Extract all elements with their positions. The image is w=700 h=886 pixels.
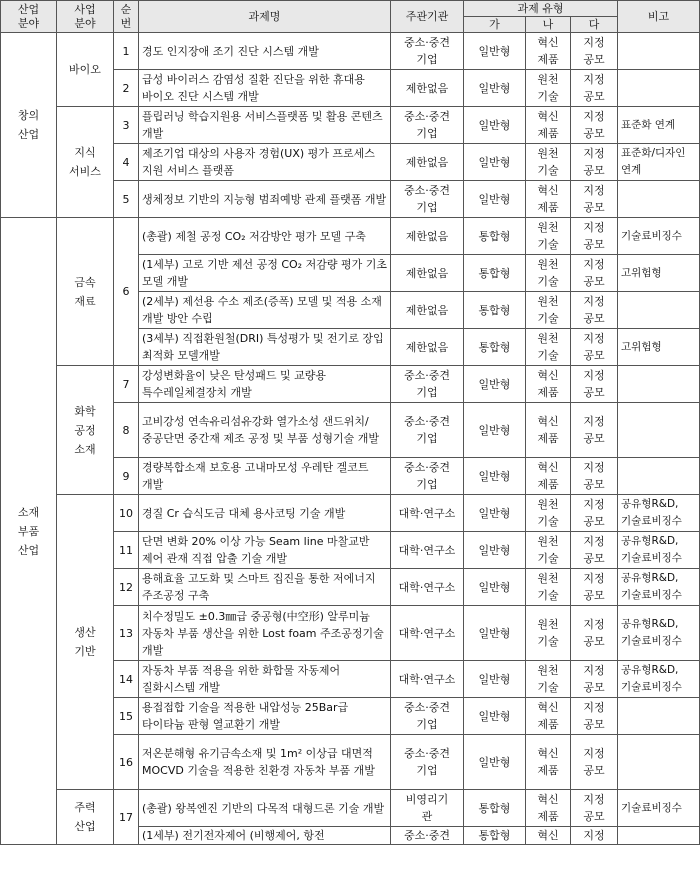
header-remark: 비고 [618,1,700,33]
type-na-cell: 혁신 제품 [526,33,571,70]
table-row [1,218,700,255]
type-da-cell: 지정 공모 [571,366,618,403]
task-name-cell: 경도 인지장애 조기 진단 시스템 개발 [139,33,391,70]
order-cell: 8 [114,403,139,458]
remark-cell [618,366,700,403]
task-name-cell: (총괄) 왕복엔진 기반의 다목적 대형드론 기술 개발 [139,790,391,827]
type-ga-cell: 일반형 [464,532,526,569]
type-na-cell: 혁신 제품 [526,698,571,735]
order-cell: 13 [114,606,139,661]
header-business: 사업 분야 [57,1,114,33]
task-name-cell: 고비강성 연속유리섬유강화 열가소성 샌드위치/중공단면 중간재 제조 공정 및 부품 성형기술 개발 [139,403,391,458]
header-type-da: 다 [571,17,618,33]
task-name-cell: 단면 변화 20% 이상 가능 Seam line 마찰교반 제어 관재 직접 압출 기술 개발 [139,532,391,569]
order-cell: 3 [114,107,139,144]
remark-cell [618,735,700,790]
type-da-cell: 지정 [571,827,618,845]
industry-cell: 창의 산업 [1,33,57,218]
type-da-cell: 지정 공모 [571,735,618,790]
task-name-cell: 경량복합소재 보호용 고내마모성 우레탄 겔코트 개발 [139,458,391,495]
type-ga-cell: 일반형 [464,70,526,107]
task-name-cell: (3세부) 직접환원철(DRI) 특성평가 및 전기로 장입 최적화 모델개발 [139,329,391,366]
agency-cell: 중소·중견 기업 [391,107,464,144]
table-row [1,366,700,403]
remark-cell [618,698,700,735]
agency-cell: 대학·연구소 [391,661,464,698]
type-ga-cell: 통합형 [464,329,526,366]
agency-cell: 제한없음 [391,329,464,366]
order-cell: 11 [114,532,139,569]
type-na-cell: 혁신 [526,827,571,845]
task-name-cell: 자동차 부품 적용을 위한 화합물 자동제어 질화시스템 개발 [139,661,391,698]
type-ga-cell: 일반형 [464,33,526,70]
order-cell: 16 [114,735,139,790]
task-name-cell: 경질 Cr 습식도금 대체 용사코팅 기술 개발 [139,495,391,532]
agency-cell: 비영리기 관 [391,790,464,827]
task-name-cell: (1세부) 전기전자제어 (비행제어, 항전 [139,827,391,845]
order-cell: 6 [114,218,139,366]
type-na-cell: 혁신 제품 [526,790,571,827]
type-ga-cell: 일반형 [464,698,526,735]
type-da-cell: 지정 공모 [571,107,618,144]
remark-cell: 기술료비징수 [618,790,700,827]
type-na-cell: 혁신 제품 [526,366,571,403]
remark-cell [618,70,700,107]
agency-cell: 대학·연구소 [391,569,464,606]
table-body [1,33,700,845]
task-name-cell: (2세부) 제선용 수소 제조(증폭) 모델 및 적용 소재 개발 방안 수립 [139,292,391,329]
task-name-cell: 치수정밀도 ±0.3㎜급 중공형(中空形) 알루미늄 자동차 부품 생산을 위한 Lost foam 주조공정기술 개발 [139,606,391,661]
order-cell: 1 [114,33,139,70]
type-na-cell: 원천 기술 [526,144,571,181]
remark-cell: 기술료비징수 [618,218,700,255]
agency-cell: 대학·연구소 [391,495,464,532]
type-ga-cell: 통합형 [464,218,526,255]
type-ga-cell: 통합형 [464,292,526,329]
type-da-cell: 지정 공모 [571,255,618,292]
remark-cell [618,458,700,495]
type-da-cell: 지정 공모 [571,458,618,495]
task-name-cell: 강성변화율이 낮은 탄성패드 및 교량용 특수레일체결장치 개발 [139,366,391,403]
remark-cell: 공유형R&D, 기술료비징수 [618,661,700,698]
task-name-cell: (1세부) 고로 기반 제선 공정 CO₂ 저감량 평가 기초 모델 개발 [139,255,391,292]
remark-cell: 공유형R&D, 기술료비징수 [618,495,700,532]
task-name-cell: 용해효율 고도화 및 스마트 집진을 통한 저에너지 주조공정 구축 [139,569,391,606]
type-na-cell: 원천 기술 [526,495,571,532]
business-cell: 지식 서비스 [57,107,114,218]
type-na-cell: 혁신 제품 [526,107,571,144]
header-agency: 주관기관 [391,1,464,33]
order-cell: 7 [114,366,139,403]
header-type-group: 과제 유형 [464,1,618,17]
business-cell: 금속 재료 [57,218,114,366]
order-cell: 2 [114,70,139,107]
task-name-cell: 플립러닝 학습지원용 서비스플랫폼 및 활용 콘텐츠 개발 [139,107,391,144]
type-ga-cell: 일반형 [464,458,526,495]
order-cell: 14 [114,661,139,698]
business-cell: 생산 기반 [57,495,114,790]
remark-cell: 공유형R&D, 기술료비징수 [618,569,700,606]
agency-cell: 제한없음 [391,218,464,255]
type-da-cell: 지정 공모 [571,33,618,70]
task-name-cell: 생체정보 기반의 지능형 범죄예방 관제 플랫폼 개발 [139,181,391,218]
remark-cell [618,33,700,70]
remark-cell: 표준화/디자인 연계 [618,144,700,181]
header-order: 순 번 [114,1,139,33]
type-na-cell: 혁신 제품 [526,181,571,218]
type-da-cell: 지정 공모 [571,606,618,661]
remark-cell: 공유형R&D, 기술료비징수 [618,606,700,661]
order-cell: 17 [114,790,139,845]
agency-cell: 중소·중견 기업 [391,33,464,70]
type-ga-cell: 일반형 [464,181,526,218]
remark-cell [618,403,700,458]
type-na-cell: 원천 기술 [526,532,571,569]
type-ga-cell: 일반형 [464,735,526,790]
remark-cell [618,181,700,218]
task-name-cell: 저온분해형 유기금속소재 및 1m² 이상급 대면적 MOCVD 기술을 적용한 친환경 자동차 부품 개발 [139,735,391,790]
type-da-cell: 지정 공모 [571,790,618,827]
order-cell: 4 [114,144,139,181]
business-cell: 바이오 [57,33,114,107]
type-da-cell: 지정 공모 [571,70,618,107]
task-name-cell: 용접접합 기술을 적용한 내압성능 25Bar급 타이타늄 판형 열교환기 개발 [139,698,391,735]
type-ga-cell: 일반형 [464,144,526,181]
type-da-cell: 지정 공모 [571,403,618,458]
agency-cell: 제한없음 [391,144,464,181]
agency-cell: 중소·중견 기업 [391,698,464,735]
table-row [1,495,700,532]
agency-cell: 대학·연구소 [391,606,464,661]
type-da-cell: 지정 공모 [571,144,618,181]
task-name-cell: 급성 바이러스 감염성 질환 진단을 위한 휴대용 바이오 진단 시스템 개발 [139,70,391,107]
type-ga-cell: 일반형 [464,107,526,144]
type-na-cell: 원천 기술 [526,569,571,606]
order-cell: 12 [114,569,139,606]
agency-cell: 중소·중견 [391,827,464,845]
header-task: 과제명 [139,1,391,33]
type-da-cell: 지정 공모 [571,661,618,698]
type-na-cell: 원천 기술 [526,218,571,255]
type-na-cell: 혁신 제품 [526,403,571,458]
remark-cell: 표준화 연계 [618,107,700,144]
type-da-cell: 지정 공모 [571,181,618,218]
type-na-cell: 원천 기술 [526,606,571,661]
agency-cell: 중소·중견 기업 [391,403,464,458]
type-ga-cell: 일반형 [464,569,526,606]
agency-cell: 중소·중견 기업 [391,181,464,218]
type-ga-cell: 통합형 [464,827,526,845]
task-name-cell: 제조기업 대상의 사용자 경험(UX) 평가 프로세스 지원 서비스 플랫폼 [139,144,391,181]
type-da-cell: 지정 공모 [571,532,618,569]
order-cell: 9 [114,458,139,495]
type-ga-cell: 일반형 [464,495,526,532]
order-cell: 10 [114,495,139,532]
agency-cell: 중소·중견 기업 [391,735,464,790]
table-row [1,790,700,827]
business-cell: 화학 공정 소재 [57,366,114,495]
type-da-cell: 지정 공모 [571,329,618,366]
order-cell: 15 [114,698,139,735]
type-na-cell: 혁신 제품 [526,735,571,790]
type-da-cell: 지정 공모 [571,495,618,532]
remark-cell [618,827,700,845]
agency-cell: 제한없음 [391,255,464,292]
industry-cell: 소재 부품 산업 [1,218,57,845]
business-cell: 주력 산업 [57,790,114,845]
remark-cell: 공유형R&D, 기술료비징수 [618,532,700,569]
agency-cell: 중소·중견 기업 [391,458,464,495]
remark-cell: 고위험형 [618,329,700,366]
remark-cell: 고위험형 [618,255,700,292]
type-da-cell: 지정 공모 [571,698,618,735]
table-row [1,33,700,70]
type-ga-cell: 일반형 [464,403,526,458]
order-cell: 5 [114,181,139,218]
header-type-na: 나 [526,17,571,33]
header-type-ga: 가 [464,17,526,33]
type-na-cell: 원천 기술 [526,255,571,292]
agency-cell: 대학·연구소 [391,532,464,569]
agency-cell: 제한없음 [391,292,464,329]
type-na-cell: 혁신 제품 [526,458,571,495]
agency-cell: 제한없음 [391,70,464,107]
type-da-cell: 지정 공모 [571,292,618,329]
type-ga-cell: 일반형 [464,606,526,661]
table-header [1,1,700,33]
type-ga-cell: 통합형 [464,790,526,827]
table-row [1,107,700,144]
type-ga-cell: 일반형 [464,661,526,698]
type-da-cell: 지정 공모 [571,569,618,606]
type-na-cell: 원천 기술 [526,661,571,698]
agency-cell: 중소·중견 기업 [391,366,464,403]
type-na-cell: 원천 기술 [526,70,571,107]
header-industry: 산업 분야 [1,1,57,33]
type-ga-cell: 일반형 [464,366,526,403]
type-na-cell: 원천 기술 [526,329,571,366]
type-na-cell: 원천 기술 [526,292,571,329]
remark-cell [618,292,700,329]
type-da-cell: 지정 공모 [571,218,618,255]
task-name-cell: (총괄) 제철 공정 CO₂ 저감방안 평가 모델 구축 [139,218,391,255]
type-ga-cell: 통합형 [464,255,526,292]
